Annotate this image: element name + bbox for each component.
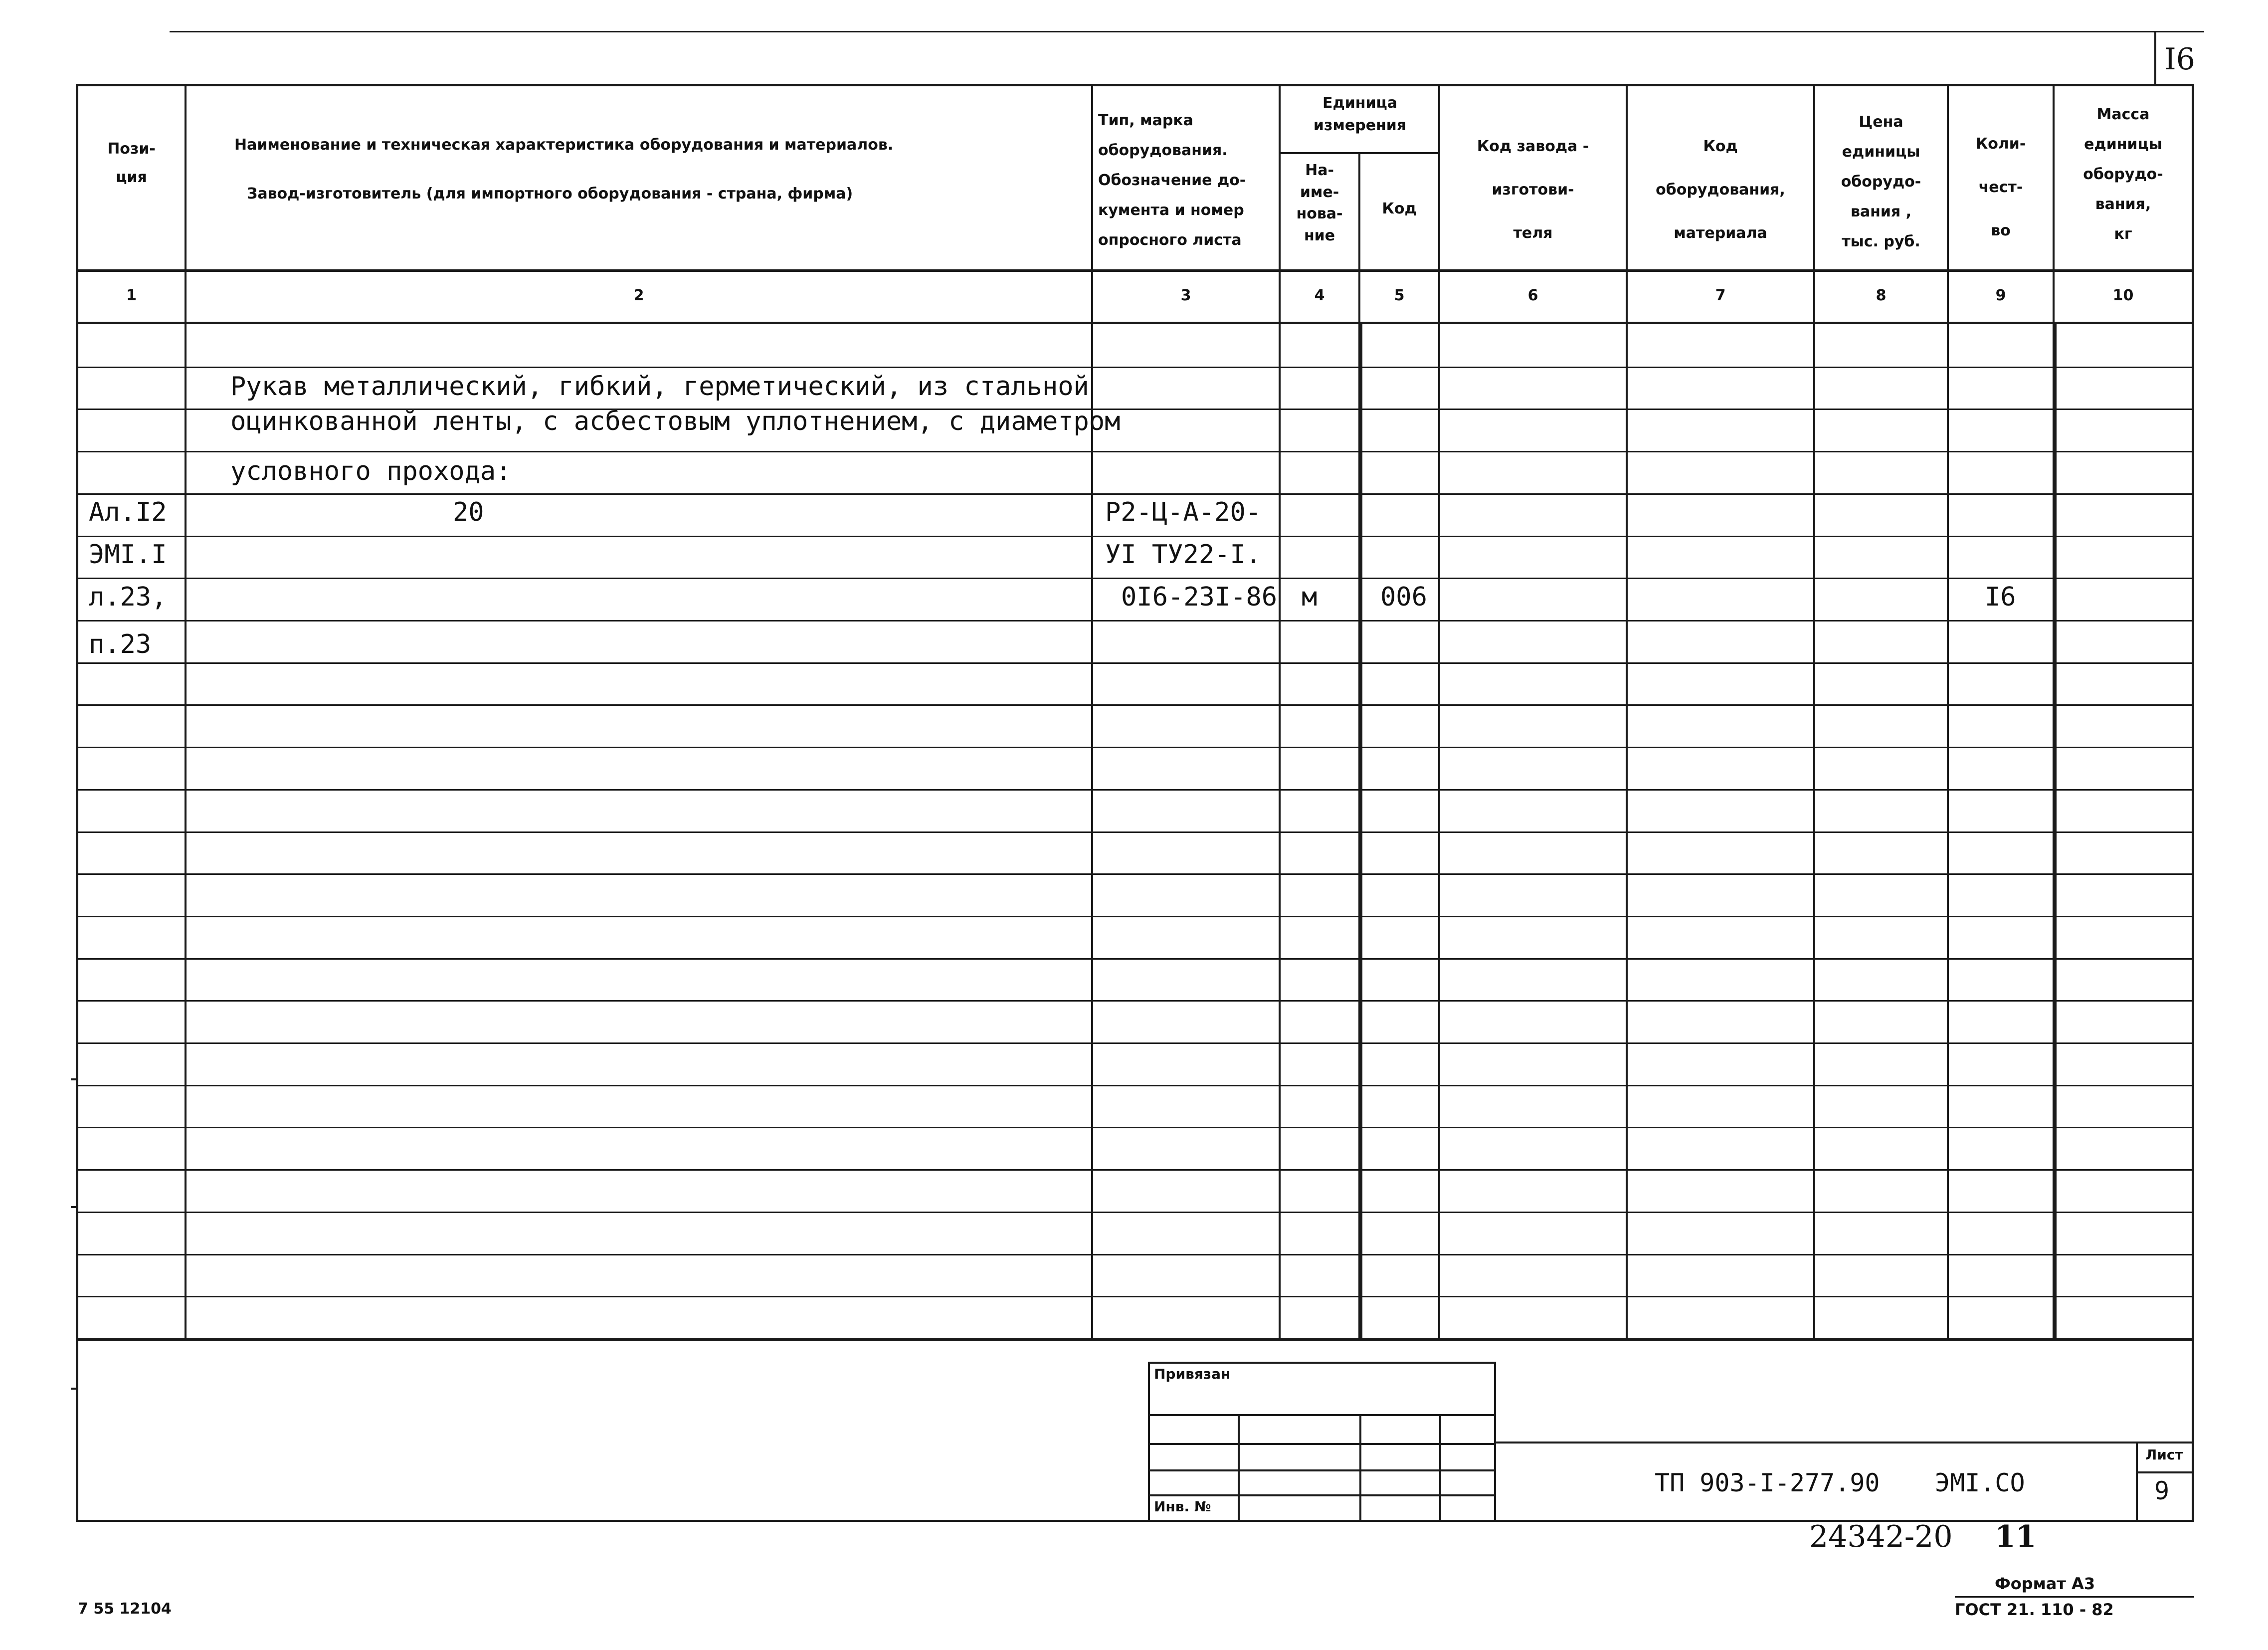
table-row-line <box>76 367 2194 368</box>
header-quantity: Коли- чест- во <box>1975 135 2026 239</box>
margin-tick-2 <box>71 1206 78 1208</box>
position-line-4: п.23 <box>89 629 152 659</box>
table-row-line <box>76 493 2194 495</box>
table-row-line <box>76 789 2194 791</box>
description-line-1: Рукав металлический, гибкий, герметический, из стальной <box>230 372 1089 402</box>
table-bottom-border <box>76 1338 2194 1341</box>
description-line-2: оцинкованной ленты, с асбестовым уплотнением, с диаметром <box>230 407 1121 436</box>
sheet-box-mid <box>2136 1471 2194 1473</box>
col-divider-8 <box>1947 84 1949 1341</box>
colnum-3: 3 <box>1180 287 1191 304</box>
table-row-line <box>76 1127 2194 1128</box>
stamp-line-4 <box>1148 1494 1496 1496</box>
quantity-value: I6 <box>1985 582 2016 612</box>
unit-name-value: м <box>1302 582 1318 612</box>
position-line-3: л.23, <box>89 582 167 612</box>
table-row-line <box>76 662 2194 664</box>
stamp-top-border <box>1148 1362 1496 1364</box>
colnum-bottom-border <box>76 322 2194 324</box>
header-unit-code: Код <box>1382 200 1417 217</box>
sheet-number: 9 <box>2154 1476 2170 1505</box>
unit-group-divider <box>1279 152 1440 154</box>
col-divider-7 <box>1813 84 1815 1341</box>
table-row-line <box>76 1212 2194 1213</box>
stamp-vdiv-3 <box>1439 1414 1441 1520</box>
table-row-line <box>76 620 2194 621</box>
archive-number: 24342-20 <box>1809 1519 1953 1554</box>
table-row-line <box>76 1296 2194 1297</box>
header-unit-group: Единица измерения <box>1313 94 1407 134</box>
header-bottom-border <box>76 269 2194 272</box>
frame-right-border <box>2192 84 2194 1522</box>
stamp-vdiv-2 <box>1359 1414 1361 1520</box>
margin-tick-3 <box>71 1388 78 1390</box>
format-underline <box>1955 1596 2194 1598</box>
stamp-vdiv-1 <box>1238 1414 1240 1520</box>
type-line-1: Р2-Ц-А-20- <box>1105 497 1262 527</box>
table-row-line <box>76 873 2194 875</box>
margin-tick-1 <box>71 1078 78 1080</box>
header-price: Цена единицы оборудо- вания , тыс. руб. <box>1841 113 1921 250</box>
table-row-line <box>76 747 2194 748</box>
printing-code: 7 55 12104 <box>78 1600 172 1618</box>
position-line-1: Ал.I2 <box>89 497 167 527</box>
colnum-4: 4 <box>1314 287 1325 304</box>
table-row-line <box>76 1000 2194 1002</box>
type-line-2: УI ТУ22-I. <box>1105 540 1262 570</box>
table-top-border <box>76 84 2194 86</box>
table-row-line <box>76 958 2194 960</box>
top-rule <box>170 31 2204 32</box>
col-divider-2 <box>1091 84 1093 1341</box>
gost-label: ГОСТ 21. 110 - 82 <box>1955 1600 2114 1619</box>
col-divider-5 <box>1438 84 1440 1341</box>
table-row-line <box>76 1254 2194 1255</box>
colnum-1: 1 <box>126 287 137 304</box>
stamp-left-border <box>1148 1362 1150 1521</box>
header-equipment-code: Код оборудования, материала <box>1656 138 1785 242</box>
title-block-top <box>1496 1442 2194 1444</box>
table-row-line <box>76 578 2194 579</box>
table-row-line <box>76 1042 2194 1044</box>
header-mass: Масса единицы оборудо- вания, кг <box>2083 106 2163 243</box>
col-divider-6 <box>1626 84 1628 1341</box>
table-row-line <box>76 451 2194 452</box>
doc-section: ЭМI.СО <box>1935 1468 2025 1497</box>
stamp-line-1 <box>1148 1414 1496 1416</box>
colnum-2: 2 <box>633 287 644 304</box>
table-row-line <box>76 1085 2194 1086</box>
sheet-label: Лист <box>2145 1446 2183 1463</box>
table-row-line <box>76 1169 2194 1171</box>
table-row-line <box>76 916 2194 917</box>
unit-code-value: 006 <box>1380 582 1427 612</box>
format-label: Формат А3 <box>1995 1574 2095 1593</box>
header-type: Тип, марка оборудования. Обозначение до- кумента и номер опросного листа <box>1098 112 1246 249</box>
table-row-line <box>76 831 2194 833</box>
colnum-10: 10 <box>2112 287 2134 304</box>
table-row-line <box>76 704 2194 706</box>
header-position: Пози- ция <box>107 140 156 186</box>
header-unit-name: На- име- нова- ние <box>1296 162 1343 244</box>
stamp-line-3 <box>1148 1469 1496 1471</box>
table-row-line <box>76 536 2194 537</box>
colnum-6: 6 <box>1527 287 1538 304</box>
colnum-5: 5 <box>1394 287 1405 304</box>
position-line-2: ЭМI.I <box>89 540 167 570</box>
colnum-8: 8 <box>1876 287 1887 304</box>
col-divider-3 <box>1279 84 1281 1341</box>
col-divider-1 <box>185 84 187 1341</box>
stamp-line-2 <box>1148 1443 1496 1445</box>
description-line-3: условного прохода: <box>230 456 512 486</box>
size-value: 20 <box>453 497 484 527</box>
colnum-7: 7 <box>1715 287 1726 304</box>
archive-suffix: 11 <box>1995 1519 2037 1554</box>
header-name-line2: Завод-изготовитель (для импортного оборудования - страна, фирма) <box>247 185 853 203</box>
colnum-9: 9 <box>1995 287 2006 304</box>
header-name-line1: Наименование и техническая характеристика оборудования и материалов. <box>234 136 894 154</box>
header-factory-code: Код завода - изготови- теля <box>1477 138 1589 242</box>
page-number: I6 <box>2164 42 2195 77</box>
page-number-box-border <box>2154 31 2156 86</box>
privyazan-label: Привязан <box>1154 1366 1231 1382</box>
sheet-box-left <box>2136 1442 2138 1521</box>
type-line-3: 0I6-23I-86 <box>1121 582 1278 612</box>
doc-code: ТП 903-I-277.90 <box>1655 1468 1880 1497</box>
inv-no-label: Инв. № <box>1154 1498 1211 1515</box>
